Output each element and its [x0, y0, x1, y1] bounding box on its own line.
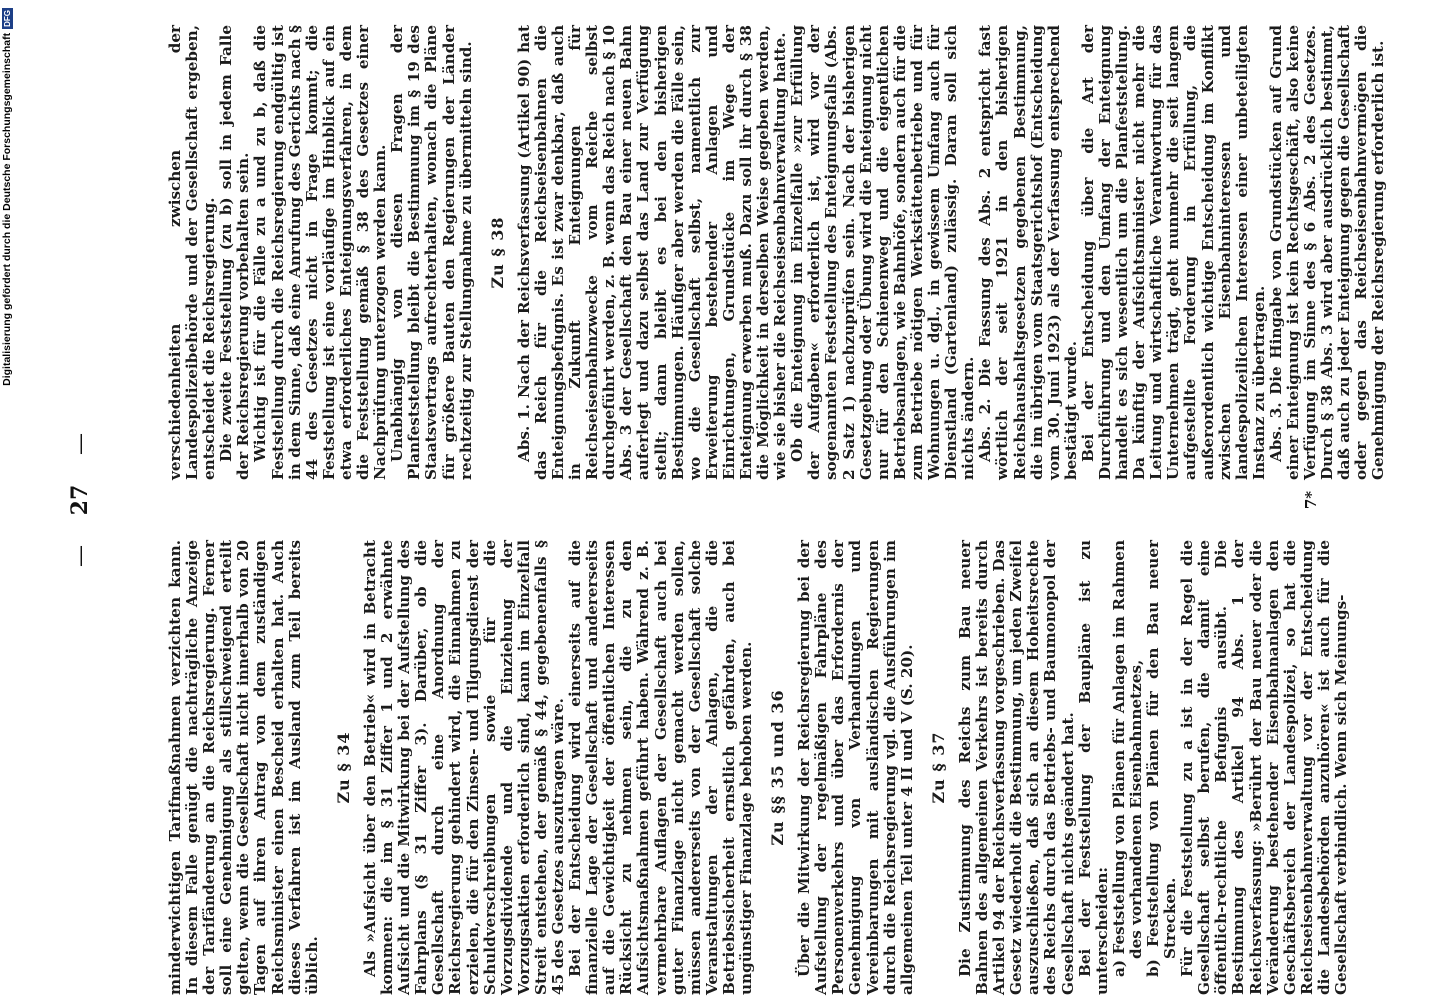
paragraph: Über die Mitwirkung der Reichsregierung bei der Aufstellung der regelmäßigen Fahrpläne des Personenverkehrs und über das Erfordernis der Genehmigung von Verhandlungen und Vereinbarungen mit ausländischen Regierungen durch die Reichsregierung vgl. die Ausführungen im allgemeinen Teil unter 4 II und V (S. 20). — [795, 540, 916, 995]
page-number: 27 — [67, 484, 93, 516]
digitization-note: Digitalisierung gefördert durch die Deutsche Forschungsgemeinschaft — [1, 32, 13, 386]
document-page — [62, 5, 1392, 995]
digitization-strip-content — [0, 0, 14, 1000]
paragraph: minderwichtigen Tarifmaßnahmen verzichten kann. In diesem Falle genügt die nachträgliche Anzeige der Tarifänderung an die Reichsregierung. Ferner soll eine Genehmigung als stillschweigend erteilt gelten, wenn die Gesellschaft nicht innerhalb von 20 Tagen auf ihren Antrag von dem zuständigen Reichsminister einen Bescheid erhalten hat. Auch dieses Verfahren ist im Ausland zum Teil bereits üblich. — [166, 540, 321, 995]
header-dash-left: — — [68, 544, 93, 567]
section-heading: Zu §§ 35 und 36 — [768, 689, 788, 846]
paragraph: Unabhängig von diesen Fragen der Planfeststellung bleibt die Bestimmung im § 19 des Staatsvertrags aufrechterhalten, wonach die Pläne für größere Bauten den Regierungen der Länder rechtzeitig zur Stellungnahme zu übermitteln sind. — [388, 25, 475, 480]
section-heading: Zu § 38 — [487, 216, 507, 289]
paragraph: Die zweite Feststellung (zu b) soll in jedem Falle der Reichsregierung vorbehalten sein. — [217, 25, 253, 480]
left-column — [167, 540, 1350, 995]
section-heading: Zu § 37 — [928, 731, 948, 804]
paragraph: Abs. 1. Nach der Reichsverfassung (Artikel 90) hat das Reich für die Reichseisenbahnen die Enteignungsbefugnis. Es ist zwar denkbar, daß auch in Zukunft Enteignungen für Reichseisenbahnzwecke vom Reiche selbst durchgeführt werden, z. B. wenn das Reich nach § 10 Abs. 3 der Gesellschaft den Bau einer neuen Bahn auferlegt und dazu selbst das Land zur Verfügung stellt; dann bleibt es bei den bisherigen Bestimmungen. Häufiger aber werden die Fälle sein, wo die Gesellschaft selbst, namentlich zur Erweiterung bestehender Anlagen und Einrichtungen, Grundstücke im Wege der Enteignung erwerben muß. Dazu soll ihr durch § 38 die Möglichkeit in derselben Weise gegeben werden, wie sie bisher die Reichseisenbahnverwaltung hatte. — [514, 25, 790, 480]
page-header — [67, 5, 93, 995]
right-column — [167, 25, 1388, 480]
paragraph: Für die Feststellung zu a ist in der Regel die Gesellschaft selbst berufen, die damit eine öffentlich-rechtliche Befugnis ausübt. Die Bestimmung des Artikel 94 Abs. 1 der Reichsverfassung: »Berührt der Bau neuer oder die Veränderung bestehender Eisenbahnanlagen den Geschäftsbereich der Landespolizei, so hat die Reichseisenbahnverwaltung vor der Entscheidung die Landesbehörden anzuhören« ist auch für die Gesellschaft verbindlich. Wenn sich Meinungs- — [1178, 540, 1350, 995]
paragraph: Die Zustimmung des Reichs zum Bau neuer Bahnen des allgemeinen Verkehrs ist bereits durch Artikel 94 der Reichsverfassung vorgeschrieben. Das Gesetz wiederholt die Bestimmung, um jeden Zweifel auszuschließen, daß sich an diesem Hoheitsrechte des Reichs durch das Betriebs- und Baumonopol der Gesellschaft nichts geändert hat. — [955, 540, 1077, 995]
paragraph: Bei der Entscheidung über die Art der Durchführung und den Umfang der Enteignung handelt es sich wesentlich um die Planfeststellung. Da künftig der Aufsichtsminister nicht mehr die Leitung und wirtschaftliche Verantwortung für das Unternehmen trägt, geht nunmehr die seit langem aufgestellte Forderung in Erfüllung, die außerordentlich wichtige Entscheidung im Konflikt zwischen Eisenbahninteressen und landespolizeilichen Interessen einer unbeteiligten Instanz zu übertragen. — [1078, 25, 1268, 480]
dfg-logo-icon: DFG — [2, 10, 12, 27]
paragraph: Abs. 2. Die Fassung des Abs. 2 entspricht fast wörtlich der seit 1921 in den bisherigen Reichshaushaltsgesetzen gegebenen Bestimmung, die im übrigen vom Staatsgerichtshof (Entscheidung vom 30. Juni 1923) als der Verfassung entsprechend bestätigt wurde. — [976, 25, 1080, 480]
paragraph: Ob die Enteignung im Einzelfalle »zur Erfüllung der Aufgaben« erforderlich ist, wird vor der sogenannten Feststellung des Enteignungsfalls (Abs. 2 Satz 1) nachzuprüfen sein. Nach der bisherigen Gesetzgebung oder Übung wird die Enteignung nicht nur für den Schienenweg und die eigentlichen Betriebsanlagen, wie Bahnhöfe, sondern auch für die zum Betriebe nötigen Werkstättenbetriebe und für Wohnungen u. dgl., in gewissem Umfang auch für Dienstland (Gartenland) zulässig. Daran soll sich nichts ändern. — [788, 25, 978, 480]
paragraph: Bei der Entscheidung wird einerseits auf die finanzielle Lage der Gesellschaft und andererseits auf die Gewichtigkeit der öffentlichen Interessen Rücksicht zu nehmen sein, die zu den Aufsichtsmaßnahmen geführt haben. Während z. B. vermehrbare Auflagen der Gesellschaft auch bei guter Finanzlage nicht gemacht werden sollen, müssen andererseits von der Gesellschaft solche Veranstaltungen der Anlagen, die die Betriebssicherheit ernstlich gefährden, auch bei ungünstiger Finanzlage behoben werden. — [566, 540, 755, 995]
header-dash-right: — — [68, 433, 93, 456]
list-item: a) Feststellung von Plänen für Anlagen im Rahmen des vorhandenen Eisenbahnnetzes, — [1109, 540, 1145, 977]
paragraph: Abs. 3. Die Hingabe von Grundstücken auf Grund einer Enteignung ist kein Rechtsgeschäft, also keine Verfügung im Sinne des § 6 Abs. 2 des Gesetzes. Durch § 38 Abs. 3 wird aber ausdrücklich bestimmt, daß auch zu jeder Enteignung gegen die Gesellschaft oder gegen das Reichseisenbahnvermögen die Genehmigung der Reichsregierung erforderlich ist. — [1266, 25, 1388, 480]
section-heading: Zu § 34 — [333, 731, 353, 804]
paragraph: Bei der Feststellung der Baupläne ist zu unterscheiden: — [1075, 540, 1111, 995]
paragraph: Wichtig ist für die Fälle zu a und zu b, daß die Feststellung durch die Reichsregierung endgültig ist in dem Sinne, daß eine Anrufung des Gerichts nach § 44 des Gesetzes nicht in Frage kommt; die Feststellung ist eine vorläufige im Hinblick auf ein etwa erforderliches Enteignungsverfahren, in dem die Feststellung gemäß § 38 des Gesetzes einer Nachprüfung unterzogen werden kann. — [251, 25, 390, 480]
signature-mark: 7* — [1302, 490, 1320, 510]
list-item: b) Feststellung von Plänen für den Bau neuer Strecken. — [1143, 540, 1180, 977]
digitization-strip — [0, 0, 14, 1000]
paragraph: verschiedenheiten zwischen der Landespolizeibehörde und der Gesellschaft ergeben, entscheidet die Reichsregierung. — [166, 25, 219, 480]
paragraph: Als »Aufsicht über den Betrieb« wird in Betracht kommen: die im § 31 Ziffer 1 und 2 erwähnte Aufsicht und die Mitwirkung bei der Aufstellung des Fahrplans (§ 31 Ziffer 3). Darüber, ob die Gesellschaft durch eine Anordnung der Reichsregierung gehindert wird, die Einnahmen zu erzielen, die für den Zinsen- und Tilgungsdienst der Schuldverschreibungen sowie für die Vorzugsdividende und die Einziehung der Vorzugsaktien erforderlich sind, kann im Einzelfall Streit entstehen, der gemäß § 44, gegebenenfalls § 45 des Gesetzes auszutragen wäre. — [360, 540, 567, 995]
